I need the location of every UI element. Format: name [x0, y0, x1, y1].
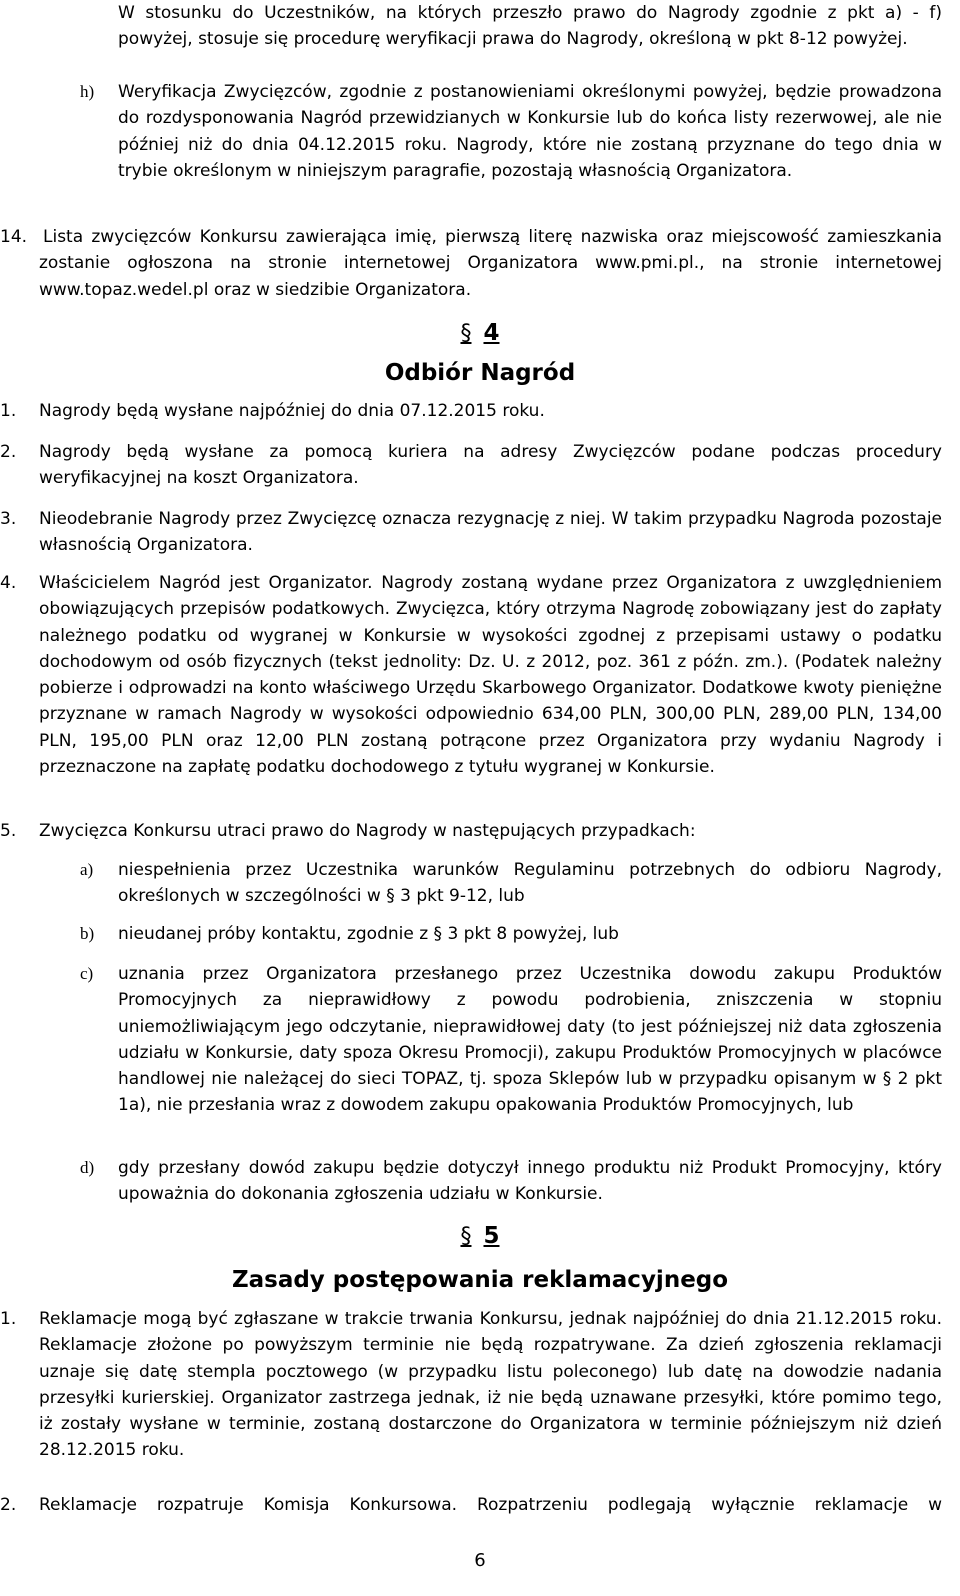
- s4-item-5: [39, 818, 942, 844]
- s4-sub-c-text: uznania przez Organizatora przesłanego przez Uczestnika dowodu zakupu Produktów Promocyjnych za nieprawidłowy z powodu podrobienia, zniszczenia w stopniu uniemożliwiającym jego odczytanie, nieprawidłowej daty (to jest późniejszej niż data zgłoszenia udziału w Konkursie, daty spoza Okresu Promocji), zakupu Produktów Promocyjnych w placówce handlowej nie należącej do sieci TOPAZ, tj. spoza Sklepów lub w przypadku opisanym w § 2 pkt 1a), nie przesłania wraz z dowodem zakupu opakowania Produktów Promocyjnych, lub: [118, 964, 942, 1116]
- s4-item-4-number: 4.: [0, 573, 17, 593]
- s5-item-2: [39, 1492, 942, 1518]
- s4-sub-d-text: gdy przesłany dowód zakupu będzie dotyczył innego produktu niż Produkt Promocyjny, który upoważnia do dokonania zgłoszenia udziału w Konkursie.: [118, 1158, 942, 1205]
- s4-sub-a-text: niespełnienia przez Uczestnika warunków Regulaminu potrzebnych do odbioru Nagrody, określonych w szczególności w § 3 pkt 9-12, lub: [118, 860, 942, 907]
- section-number: 4: [483, 320, 500, 346]
- item-14-number: 14.: [0, 227, 28, 247]
- s4-sub-d-letter: d): [80, 1158, 95, 1177]
- s5-item-1: [39, 1306, 942, 1464]
- s4-item-3: [39, 506, 942, 559]
- s4-item-1-text: Nagrody będą wysłane najpóźniej do dnia 07.12.2015 roku.: [39, 401, 545, 421]
- section-4-title: Odbiór Nagród: [384, 360, 576, 386]
- section-symbol: §: [460, 1224, 472, 1249]
- section-symbol: §: [460, 321, 472, 346]
- intro-text: W stosunku do Uczestników, na których przeszło prawo do Nagrody zgodnie z pkt a) - f) powyżej, stosuje się procedurę weryfikacji prawa do Nagrody, określoną w pkt 8-12 powyżej.: [118, 3, 942, 50]
- s4-item-2: [39, 439, 942, 492]
- s4-sub-c-letter: c): [80, 964, 94, 983]
- item-14-paragraph: [39, 224, 942, 303]
- s4-sub-b: [118, 921, 942, 947]
- item-14-text: Lista zwycięzców Konkursu zawierająca imię, pierwszą literę nazwiska oraz miejscowość zamieszkania zostanie ogłoszona na stronie internetowej Organizatora www.pmi.pl., na stronie internetowej www.topaz.wedel.pl oraz w siedzibie Organizatora.: [39, 227, 942, 300]
- s4-item-2-text: Nagrody będą wysłane za pomocą kuriera na adresy Zwycięzców podane podczas procedury weryfikacyjnej na koszt Organizatora.: [39, 442, 942, 489]
- s4-item-1-number: 1.: [0, 401, 17, 421]
- section-5-title: Zasady postępowania reklamacyjnego: [231, 1267, 729, 1293]
- s4-item-4: [39, 570, 942, 780]
- s5-item-1-number: 1.: [0, 1309, 17, 1329]
- section-5-marker: [0, 1221, 960, 1252]
- section-4-marker: [0, 318, 960, 349]
- s4-sub-b-text: nieudanej próby kontaktu, zgodnie z § 3 pkt 8 powyżej, lub: [118, 924, 619, 944]
- s5-item-2-number: 2.: [0, 1495, 17, 1515]
- s4-item-2-number: 2.: [0, 442, 17, 462]
- s4-item-5-number: 5.: [0, 821, 17, 841]
- s5-item-2-text: Reklamacje rozpatruje Komisja Konkursowa. Rozpatrzeniu podlegają wyłącznie reklamacje w: [39, 1495, 942, 1515]
- s4-item-5-text: Zwycięzca Konkursu utraci prawo do Nagrody w następujących przypadkach:: [39, 821, 696, 841]
- page-number: 6: [474, 1550, 486, 1571]
- s4-item-1: [39, 398, 942, 424]
- s4-sub-a: [118, 857, 942, 910]
- s4-item-4-text: Właścicielem Nagród jest Organizator. Nagrody zostaną wydane przez Organizatora z uwzględnieniem obowiązujących przepisów podatkowych. Zwycięzca, który otrzyma Nagrodę zobowiązany jest do zapłaty należnego podatku od wygranej w Konkursie w wysokości zgodnej z przepisami ustawy o podatku dochodowym od osób fizycznych (tekst jednolity: Dz. U. z 2012, poz. 361 z późn. zm.). (Podatek należny pobierze i odprowadzi na konto właściwego Urzędu Skarbowego Organizator. Dodatkowe kwoty pieniężne przyznane w ramach Nagrody w wysokości odpowiednio 634,00 PLN, 300,00 PLN, 289,00 PLN, 134,00 PLN, 195,00 PLN oraz 12,00 PLN zostaną potrącone przez Organizatora przy wydaniu Nagrody i przeznaczone na zapłatę podatku dochodowego z tytułu wygranej w Konkursie.: [39, 573, 942, 778]
- s4-sub-d: [118, 1155, 942, 1208]
- s4-sub-b-letter: b): [80, 924, 95, 943]
- s4-sub-a-letter: a): [80, 860, 94, 879]
- s4-item-3-number: 3.: [0, 509, 17, 529]
- s4-item-3-text: Nieodebranie Nagrody przez Zwycięzcę oznacza rezygnację z niej. W takim przypadku Nagroda pozostaje własnością Organizatora.: [39, 509, 942, 556]
- item-h-letter: h): [80, 82, 95, 101]
- item-h-paragraph: [118, 79, 942, 184]
- section-number: 5: [483, 1223, 500, 1249]
- intro-paragraph: [118, 0, 942, 53]
- s5-item-1-text: Reklamacje mogą być zgłaszane w trakcie trwania Konkursu, jednak najpóźniej do dnia 21.12.2015 roku. Reklamacje złożone po powyższym terminie nie będą rozpatrywane. Za dzień zgłoszenia reklamacji uznaje się datę stempla pocztowego (w przypadku listu poleconego) lub datę na dowodzie nadania przesyłki kurierskiej. Organizator zastrzega jednak, iż nie będą uznawane przesyłki, które pomimo tego, iż zostały wysłane w terminie, zostaną dostarczone do Organizatora w terminie późniejszym niż dzień 28.12.2015 roku.: [39, 1309, 942, 1461]
- s4-sub-c: [118, 961, 942, 1119]
- item-h-text: Weryfikacja Zwycięzców, zgodnie z postanowieniami określonymi powyżej, będzie prowadzona do rozdysponowania Nagród przewidzianych w Konkursie lub do końca listy rezerwowej, ale nie później niż do dnia 04.12.2015 roku. Nagrody, które nie zostaną przyznane do tego dnia w trybie określonym w niniejszym paragrafie, pozostają własnością Organizatora.: [118, 82, 942, 181]
